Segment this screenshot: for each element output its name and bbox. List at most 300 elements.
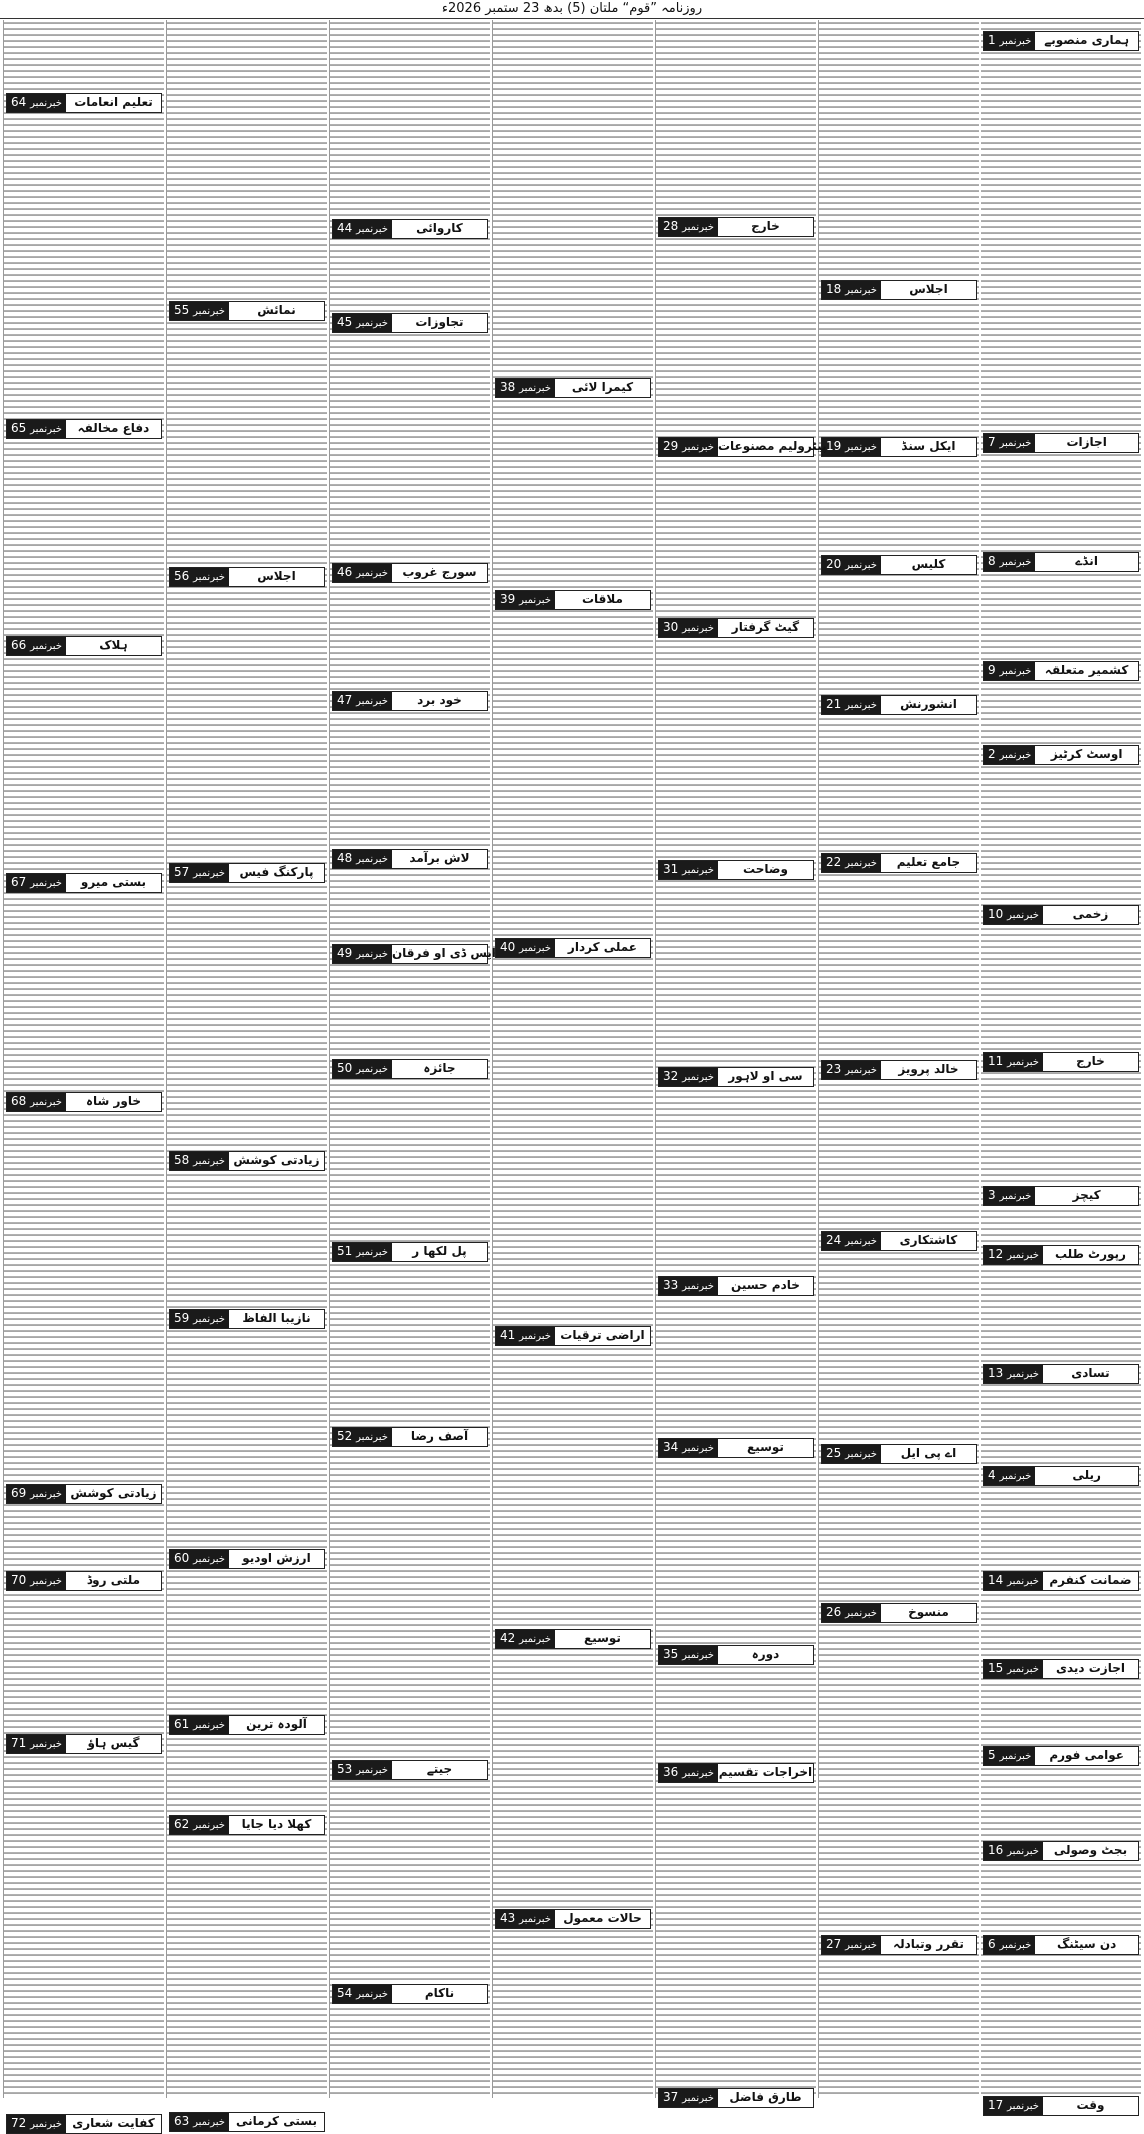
news-number-value: 69 [11,1486,27,1501]
news-headline [6,873,162,893]
news-number-badge [822,1232,881,1250]
news-title: کیمرا لائی [571,380,634,395]
news-title: جائزہ [423,1060,456,1075]
news-number-label: خبرنمبر [519,1633,551,1645]
news-title: ملاقات [581,591,623,606]
news-number-value: 68 [11,1094,27,1109]
news-title: گیس ہاؤ [87,1735,140,1750]
news-title: عملی کردار [567,940,638,955]
news-headline [169,1151,325,1171]
column-text-body [493,20,653,2098]
news-headline [658,1067,814,1087]
news-number-badge [984,1660,1043,1678]
news-number-label: خبرنمبر [845,1608,877,1620]
news-number-badge [7,420,66,438]
news-headline [495,1629,651,1649]
news-number-label: خبرنمبر [193,1553,225,1565]
news-number-badge [984,2097,1043,2115]
news-number-value: 20 [826,556,842,571]
news-headline [983,31,1139,51]
news-number-label: خبرنمبر [845,1236,877,1247]
news-number-value: 43 [500,1910,516,1925]
news-number-label: خبرنمبر [30,1738,62,1750]
news-title: بجٹ وصولی [1053,1843,1128,1858]
news-title: آلودہ ترین [246,1717,307,1732]
news-number-label: خبرنمبر [1007,1056,1039,1068]
news-headline [169,2112,325,2132]
news-number-value: 56 [174,569,190,584]
news-number-label: خبرنمبر [519,383,551,395]
news-number-badge [984,1747,1035,1765]
masthead: روزنامہ ”قوم“ ملتان (5) بدھ 23 ستمبر 2026ء [0,0,1144,19]
news-title: دفاع مخالفہ [77,421,150,435]
news-title: خاور شاہ [85,1094,141,1109]
news-number-label: خبرنمبر [999,1940,1032,1952]
news-number-badge [496,1910,555,1928]
column-text-body [656,20,816,2098]
news-number-label: خبرنمبر [682,1443,714,1455]
news-column [166,20,327,2128]
news-headline [6,636,162,656]
news-number-badge [659,861,718,879]
news-title: ارزش اودیو [242,1550,311,1565]
news-headline [821,695,977,715]
news-number-value: 66 [11,638,27,652]
news-headline [332,1427,488,1447]
news-title: انشورنش [900,696,957,711]
news-number-value: 26 [826,1605,842,1620]
news-number-value: 47 [337,692,353,707]
news-number-badge [333,1428,392,1446]
news-headline [169,1715,325,1735]
news-number-label: خبرنمبر [193,2116,225,2128]
news-headline [983,1186,1139,1206]
news-number-value: 58 [174,1153,190,1168]
news-number-value: 17 [988,2098,1004,2113]
news-number-value: 45 [337,314,353,329]
news-headline [658,860,814,880]
news-number-value: 62 [174,1816,190,1831]
news-number-label: خبرنمبر [193,1156,225,1168]
news-title: تعلیم انعامات [74,94,153,109]
news-headline [983,1935,1139,1955]
news-number-badge [984,32,1035,50]
news-number-value: 35 [663,1647,679,1662]
news-headline [169,567,325,587]
news-number-label: خبرنمبر [682,1650,714,1662]
news-number-label: خبرنمبر [356,223,388,235]
news-number-label: خبرنمبر [845,285,877,297]
news-title: بستی میرو [80,874,147,889]
news-number-badge [822,438,881,456]
news-number-badge [659,438,718,456]
news-number-label: خبرنمبر [1007,1250,1039,1261]
news-title: کلیس [911,556,946,571]
news-number-badge [170,302,229,320]
news-number-label: خبرنمبر [356,853,388,865]
news-headline [983,1841,1139,1861]
news-number-label: خبرنمبر [356,568,388,580]
news-column [981,20,1141,2113]
news-title: منسوخ [908,1605,949,1620]
news-number-value: 15 [988,1661,1004,1676]
news-number-badge [659,1646,718,1664]
news-title: اجازات [1066,435,1107,449]
news-title: خالد پرویز [898,1062,959,1077]
news-number-value: 54 [337,1986,353,2001]
news-number-label: خبرنمبر [682,442,714,454]
news-title: توسیع [584,1630,621,1645]
news-number-value: 34 [663,1440,679,1455]
news-number-badge [333,1985,392,2003]
news-number-badge [984,1365,1043,1383]
news-number-badge [984,1842,1043,1860]
news-number-label: خبرنمبر [356,1765,388,1777]
news-headline [332,1760,488,1780]
news-number-badge [170,1716,229,1734]
news-number-badge [7,874,66,892]
news-number-value: 48 [337,850,353,865]
news-title: تسادی [1071,1366,1110,1380]
news-number-label: خبرنمبر [356,949,388,960]
news-number-badge [170,864,229,882]
news-title: لاش برآمد [409,850,470,865]
news-column [655,20,827,2104]
news-number-label: خبرنمبر [356,1063,388,1075]
news-title: کھلا دیا جایا [241,1816,312,1831]
news-number-value: 33 [663,1277,679,1292]
news-number-label: خبرنمبر [999,1191,1032,1203]
news-headline [658,2088,814,2108]
news-number-badge [984,906,1043,924]
news-headline [332,1242,488,1262]
news-headline [332,1984,488,2004]
news-number-badge [170,2113,229,2131]
news-number-badge [170,1152,229,1170]
news-headline [821,1935,977,1955]
news-number-badge [333,1761,392,1779]
news-number-value: 9 [988,663,996,678]
news-number-value: 31 [663,862,679,876]
news-number-badge [659,619,718,637]
news-title: خارج [751,219,780,234]
news-number-badge [7,1093,66,1111]
news-headline [332,849,488,869]
news-number-value: 50 [337,1060,353,1075]
news-number-badge [496,1630,555,1648]
news-headline [983,661,1139,681]
news-title: بستی کرمانی [235,2113,317,2128]
news-number-value: 32 [663,1069,679,1084]
column-text-body [4,20,164,2098]
news-headline [821,555,977,575]
news-number-label: خبرنمبر [845,442,877,454]
news-headline [6,1484,162,1504]
news-number-label: خبرنمبر [999,36,1032,48]
news-number-label: خبرنمبر [682,2092,714,2104]
news-number-label: خبرنمبر [30,877,62,889]
news-number-badge [659,1277,718,1295]
news-number-value: 11 [988,1053,1004,1068]
news-headline [821,280,977,300]
news-title: زیادتی کوشش [70,1486,157,1501]
news-number-value: 63 [174,2113,190,2128]
news-number-label: خبرنمبر [30,1097,62,1109]
news-headline [658,1276,814,1296]
news-number-value: 53 [337,1762,353,1777]
news-number-label: خبرنمبر [999,750,1032,762]
news-headline [658,437,827,457]
news-number-value: 1 [988,33,996,48]
news-title: وقت [1076,2098,1105,2113]
news-title: آصف رضا [410,1429,469,1443]
news-number-value: 44 [337,220,353,235]
news-headline [332,313,488,333]
news-column [492,20,653,2098]
news-number-value: 40 [500,940,516,955]
news-number-value: 7 [988,435,996,449]
news-number-label: خبرنمبر [30,1489,62,1501]
news-number-badge [659,218,718,236]
news-number-badge [496,379,555,397]
news-number-value: 29 [663,439,679,454]
news-number-label: خبرنمبر [356,1247,388,1259]
news-column [329,20,496,2098]
news-title: حالات معمول [563,1910,642,1925]
news-number-label: خبرنمبر [1007,909,1039,921]
news-number-badge [496,1327,555,1345]
news-number-badge [7,2115,66,2133]
news-number-label: خبرنمبر [682,222,714,234]
news-number-label: خبرنمبر [193,572,225,584]
news-title: زخمی [1072,906,1109,921]
news-number-value: 23 [826,1062,842,1077]
news-number-label: خبرنمبر [999,1471,1032,1483]
news-number-label: خبرنمبر [356,695,388,707]
news-number-badge [7,1735,66,1753]
news-number-label: خبرنمبر [999,438,1032,449]
news-number-badge [984,434,1035,452]
news-headline [6,1092,162,1112]
news-number-badge [984,1467,1035,1485]
news-number-value: 46 [337,565,353,580]
news-number-value: 19 [826,439,842,454]
news-number-badge [822,1061,881,1079]
news-number-badge [170,1816,229,1834]
news-number-badge [333,564,392,582]
news-number-label: خبرنمبر [845,1065,877,1077]
news-number-value: 16 [988,1843,1004,1858]
news-title: تقرر وتبادلہ [893,1937,964,1952]
news-title: پل لکھا ر [412,1244,467,1259]
news-title: نازیبا الفاظ [242,1311,311,1326]
news-headline [6,419,162,439]
news-title: انڈے [1075,554,1098,568]
news-headline [983,433,1139,453]
news-number-badge [7,637,66,655]
news-number-value: 14 [988,1573,1004,1588]
news-title: ناکام [424,1986,455,2001]
news-headline [495,1326,651,1346]
news-number-label: خبرنمبر [30,2119,62,2131]
news-number-value: 6 [988,1937,996,1952]
news-number-value: 60 [174,1550,190,1565]
news-number-badge [333,945,392,963]
news-headline [983,905,1139,925]
news-title: کیچز [1072,1188,1101,1203]
news-title: نمائش [257,303,296,318]
news-number-value: 2 [988,747,996,762]
news-title: ضمانت کنفرم [1049,1573,1132,1588]
news-number-value: 3 [988,1188,996,1203]
news-title: کشمیر متعلقہ [1044,663,1129,678]
news-number-value: 8 [988,554,996,568]
news-number-label: خبرنمبر [999,557,1032,568]
news-number-label: خبرنمبر [682,865,714,876]
news-number-value: 42 [500,1630,516,1645]
news-number-label: خبرنمبر [30,641,62,652]
news-number-label: خبرنمبر [30,97,62,109]
news-title: ریلی [1072,1468,1101,1483]
news-headline [983,1466,1139,1486]
news-number-value: 30 [663,619,679,634]
news-number-label: خبرنمبر [682,1280,714,1292]
news-column [818,20,979,2098]
news-headline [821,1231,977,1251]
news-number-badge [333,850,392,868]
news-title: زیادتی کوشش [233,1153,320,1168]
news-number-label: خبرنمبر [845,699,877,711]
news-number-label: خبرنمبر [1007,1664,1039,1676]
news-number-badge [333,220,392,238]
news-headline [983,745,1139,765]
news-number-value: 64 [11,94,27,109]
news-headline [658,618,814,638]
news-number-label: خبرنمبر [682,1768,714,1779]
news-title: جامع تعلیم [896,855,961,869]
news-number-label: خبرنمبر [519,943,551,955]
news-headline [983,2096,1139,2116]
news-number-label: خبرنمبر [519,594,551,606]
news-number-label: خبرنمبر [519,1331,551,1343]
news-headline [983,1364,1139,1384]
news-number-value: 51 [337,1244,353,1259]
news-title: پیٹرولیم مصنوعات [717,439,827,454]
news-title: توسیع [747,1440,784,1455]
news-title: سی او لاہور [728,1069,803,1084]
news-title: تجاوزات [415,314,464,329]
news-number-badge [822,854,881,872]
news-headline [821,1603,977,1623]
news-title: گیٹ گرفتار [731,619,800,634]
news-title: خارج [1076,1053,1105,1068]
news-number-badge [659,1439,718,1457]
news-number-badge [333,1243,392,1261]
news-title: اوسٹ کرٹیز [1050,747,1123,762]
column-text-body [167,20,327,2098]
news-number-label: خبرنمبر [1007,1369,1039,1380]
news-number-value: 28 [663,219,679,234]
news-headline [495,938,651,958]
news-number-badge [659,2089,718,2107]
news-number-badge [984,662,1035,680]
news-number-badge [7,1572,66,1590]
news-headline [821,1444,977,1464]
news-title: ایس ڈی او فرقان [391,946,496,960]
news-number-value: 52 [337,1429,353,1443]
news-headline [332,563,488,583]
news-number-label: خبرنمبر [356,1432,388,1443]
news-headline [821,1060,977,1080]
news-number-label: خبرنمبر [30,424,62,435]
news-number-label: خبرنمبر [845,1448,877,1460]
news-title: دن سیٹنگ [1056,1937,1117,1952]
news-number-badge [659,1068,718,1086]
news-title: اخراجات تقسیم [718,1765,813,1779]
news-number-badge [170,568,229,586]
news-number-value: 72 [11,2116,27,2131]
news-number-badge [333,314,392,332]
news-number-label: خبرنمبر [845,858,877,869]
news-number-badge [822,556,881,574]
news-title: کاشتکاری [899,1233,958,1247]
news-number-badge [7,94,66,112]
news-number-badge [170,1310,229,1328]
news-number-label: خبرنمبر [193,1314,225,1326]
news-number-label: خبرنمبر [845,1940,877,1952]
news-headline [658,1763,814,1783]
news-headline [332,1059,488,1079]
news-title: پارکنگ فیس [239,864,314,879]
news-number-value: 57 [174,864,190,879]
news-headline [495,1909,651,1929]
news-title: کفایت شعاری [72,2116,155,2131]
news-title: جیتے [426,1762,453,1777]
news-number-label: خبرنمبر [519,1913,551,1925]
news-number-value: 70 [11,1573,27,1588]
news-title: اجازت دیدی [1055,1661,1125,1676]
news-title: رپورٹ طلب [1054,1247,1126,1261]
news-number-badge [984,1246,1043,1264]
news-number-value: 18 [826,282,842,297]
news-headline [332,219,488,239]
news-headline [169,301,325,321]
news-number-value: 38 [500,380,516,395]
news-number-value: 13 [988,1366,1004,1380]
news-number-label: خبرنمبر [1007,1576,1039,1588]
news-title: اراضی ترقیات [560,1328,645,1343]
news-number-value: 37 [663,2089,679,2104]
news-number-label: خبرنمبر [682,1072,714,1084]
news-number-label: خبرنمبر [193,1819,225,1831]
news-headline [495,590,651,610]
news-column [3,20,164,2131]
news-number-value: 24 [826,1233,842,1247]
news-title: عوامی فورم [1049,1748,1124,1763]
news-number-label: خبرنمبر [845,559,877,571]
news-number-value: 49 [337,946,353,960]
news-headline [169,863,325,883]
news-number-badge [984,553,1035,571]
news-number-badge [984,1572,1043,1590]
news-number-value: 39 [500,591,516,606]
news-number-label: خبرنمبر [356,1989,388,2001]
news-number-value: 21 [826,696,842,711]
news-number-badge [822,1604,881,1622]
news-number-label: خبرنمبر [193,1720,225,1732]
news-number-badge [7,1485,66,1503]
news-title: ہلاک [99,638,128,652]
